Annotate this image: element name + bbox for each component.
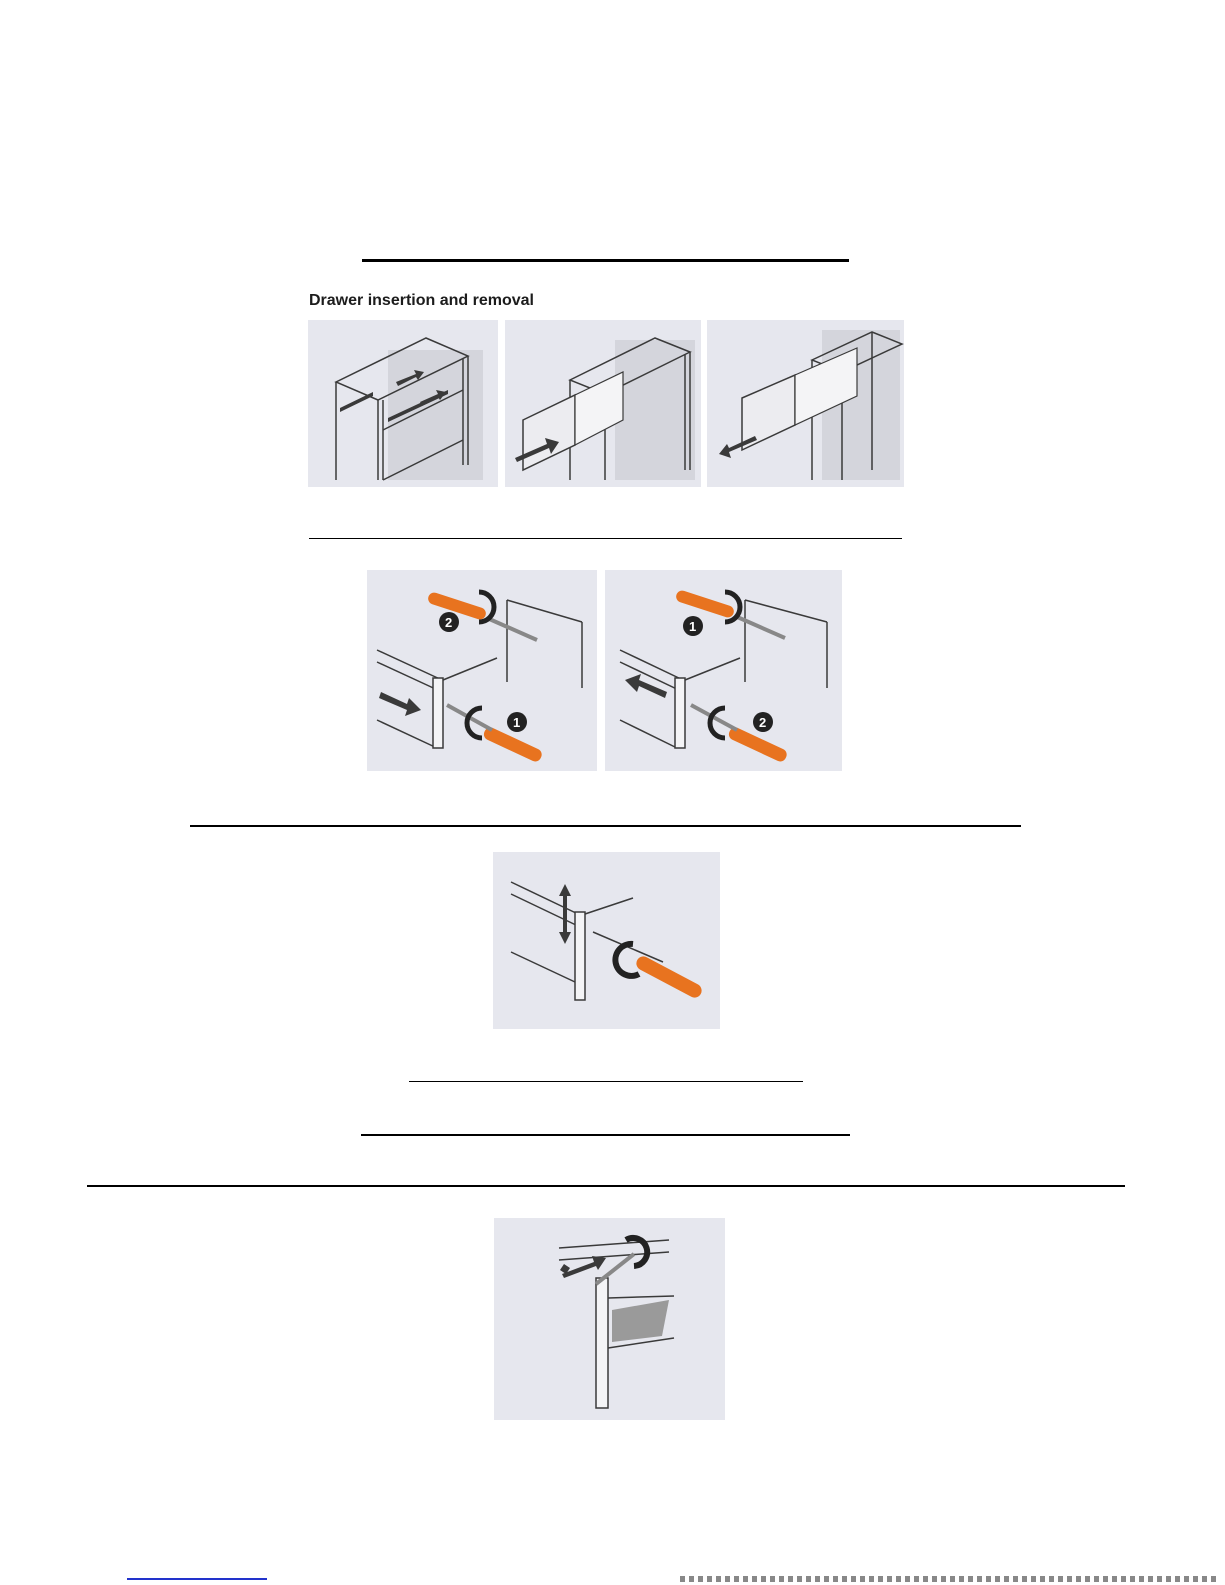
rule-5 (361, 1134, 850, 1136)
rule-4 (409, 1081, 803, 1082)
section-heading: Drawer insertion and removal (309, 292, 534, 309)
step-badge-1b: 1 (689, 619, 697, 634)
figure-insert-slide-rails (308, 320, 498, 487)
rule-6 (87, 1185, 1125, 1187)
drawer-push-in-icon (505, 320, 701, 487)
footer-text (680, 1576, 1220, 1582)
figure-adjust-height (493, 852, 720, 1029)
step-badge-1: 1 (513, 715, 521, 730)
figure-adjust-side-in (367, 570, 597, 771)
footer-link[interactable] (127, 1578, 267, 1580)
step-badge-2: 2 (445, 615, 453, 630)
rule-2 (309, 538, 902, 539)
figure-insert-drawer (505, 320, 701, 487)
figure-remove-drawer (707, 320, 904, 487)
figure-adjust-side-out (605, 570, 842, 771)
figure-adjust-tilt (494, 1218, 725, 1420)
step-badge-2b: 2 (759, 715, 767, 730)
drawer-pull-out-icon (707, 320, 904, 487)
cabinet-rails-icon (308, 320, 498, 487)
rule-top (362, 259, 849, 262)
rule-3 (190, 825, 1021, 827)
